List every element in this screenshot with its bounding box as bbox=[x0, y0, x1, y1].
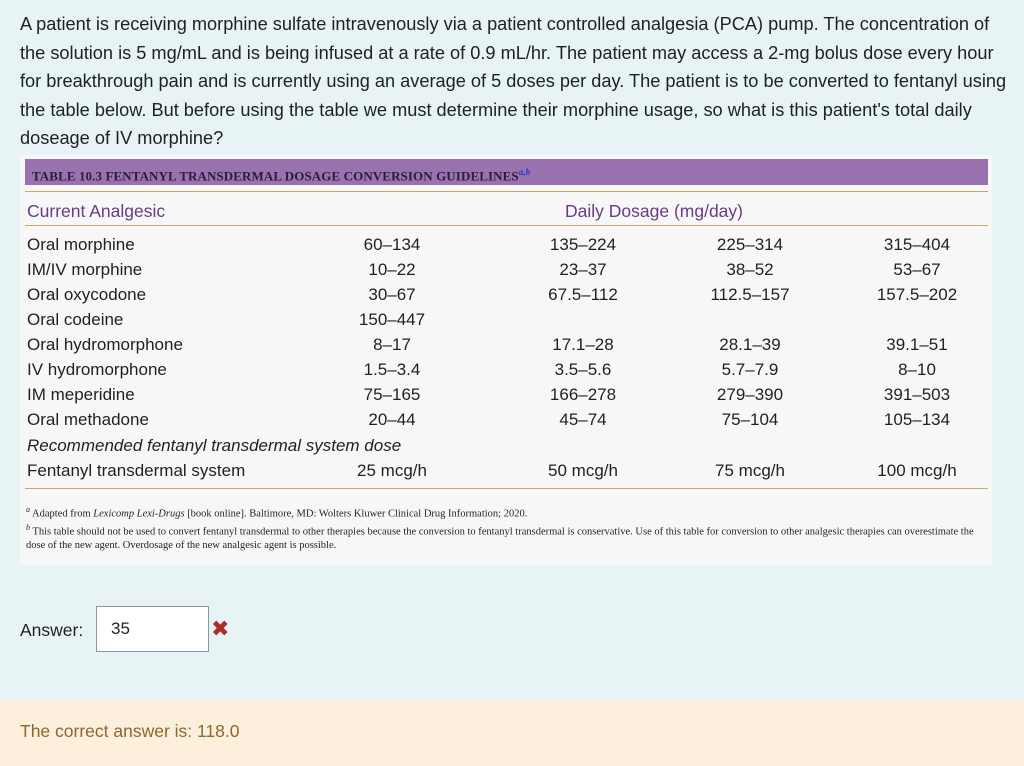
fentanyl-row-name: Fentanyl transdermal system bbox=[27, 461, 246, 480]
footnote-b-text: This table should not be used to convert fentanyl transdermal to other therapies because the conversion to fentanyl transdermal is conservative. Use of this table for conversion to other analgesic therapies can overestimate the dose of the new agent. Overdosage of the new analgesic agent is possible. bbox=[26, 526, 974, 551]
footnote-a-title: Lexicomp Lexi-Drugs bbox=[93, 508, 185, 520]
footnote-a-post: [book online]. Baltimore, MD: Wolters Kluwer Clinical Drug Information; 2020. bbox=[184, 508, 528, 520]
conversion-table-image bbox=[20, 155, 992, 565]
table-cell: 45–74 bbox=[559, 410, 607, 429]
fentanyl-cell-3: 75 mcg/h bbox=[715, 461, 785, 480]
feedback-panel bbox=[0, 700, 1024, 766]
table-cell: 8–10 bbox=[898, 360, 936, 379]
table-cell: 112.5–157 bbox=[710, 285, 790, 304]
header-current-analgesic: Current Analgesic bbox=[27, 201, 166, 221]
footnote-a bbox=[26, 503, 991, 521]
cross-icon: ✖ bbox=[211, 616, 230, 641]
table-cell: 135–224 bbox=[549, 235, 617, 254]
footnote-a-sup: a bbox=[26, 505, 30, 514]
table-cell: 105–134 bbox=[883, 410, 951, 429]
table-cell: 315–404 bbox=[883, 235, 951, 254]
table-rule-header bbox=[25, 225, 988, 226]
table-row-name: IM meperidine bbox=[27, 385, 135, 404]
table-cell: 391–503 bbox=[883, 385, 951, 404]
table-cell: 279–390 bbox=[716, 385, 784, 404]
table-cell: 38–52 bbox=[726, 260, 774, 279]
table-row-name: IV hydromorphone bbox=[27, 360, 167, 379]
table-row-name: Oral codeine bbox=[27, 310, 124, 329]
table-rule-top bbox=[25, 191, 988, 192]
table-cell: 28.1–39 bbox=[719, 335, 781, 354]
correct-answer-text: The correct answer is: 118.0 bbox=[20, 721, 240, 741]
table-cell: 150–447 bbox=[358, 310, 426, 329]
table-caption-sup: a,b bbox=[518, 167, 531, 177]
table-row-name: IM/IV morphine bbox=[27, 260, 143, 279]
table-cell: 30–67 bbox=[368, 285, 416, 304]
question-text: A patient is receiving morphine sulfate intravenously via a patient controlled analgesia (PCA) pump. The concentration of the solution is 5 mg/mL and is being infused at a rate of 0.9 mL/hr. The patient may access a 2-mg bolus dose every hour for breakthrough pain and is currently using an average of 5 doses per day. The patient is to be converted to fentanyl using the table below. But before using the table we must determine their morphine usage, so what is this patient's total daily doseage of IV morphine? bbox=[20, 14, 1007, 149]
table-row-name: Oral hydromorphone bbox=[27, 335, 183, 354]
table-caption-text: TABLE 10.3 FENTANYL TRANSDERMAL DOSAGE CONVERSION GUIDELINES bbox=[32, 168, 519, 184]
table-cell: 10–22 bbox=[368, 260, 416, 279]
fentanyl-cell-4: 100 mcg/h bbox=[877, 461, 957, 480]
table-cell: 17.1–28 bbox=[552, 335, 614, 354]
table-caption bbox=[25, 159, 988, 185]
table-cell: 1.5–3.4 bbox=[363, 360, 421, 379]
footnote-b-sup: b bbox=[26, 523, 30, 532]
table-cell: 8–17 bbox=[373, 335, 411, 354]
table-cell: 75–165 bbox=[363, 385, 421, 404]
table-rule-bottom bbox=[25, 488, 988, 489]
table-row-name: Oral morphine bbox=[27, 235, 135, 254]
answer-label: Answer: bbox=[20, 620, 84, 640]
table-cell: 75–104 bbox=[721, 410, 779, 429]
table-row-name: Oral oxycodone bbox=[27, 285, 147, 304]
table-cell: 23–37 bbox=[559, 260, 607, 279]
table-cell: 225–314 bbox=[716, 235, 784, 254]
table-cell: 60–134 bbox=[363, 235, 421, 254]
table-cell: 53–67 bbox=[893, 260, 941, 279]
answer-input[interactable] bbox=[96, 606, 209, 652]
table-row-name: Oral methadone bbox=[27, 410, 149, 429]
table-cell: 39.1–51 bbox=[886, 335, 948, 354]
recommended-label: Recommended fentanyl transdermal system dose bbox=[27, 436, 402, 455]
table-cell: 166–278 bbox=[549, 385, 617, 404]
footnote-a-pre: Adapted from bbox=[32, 508, 94, 520]
header-daily-dosage: Daily Dosage (mg/day) bbox=[565, 201, 743, 221]
table-cell: 5.7–7.9 bbox=[721, 360, 779, 379]
table-cell: 20–44 bbox=[368, 410, 416, 429]
table-cell: 67.5–112 bbox=[548, 285, 618, 304]
footnote-b bbox=[26, 521, 991, 552]
fentanyl-cell-1: 25 mcg/h bbox=[357, 461, 427, 480]
table-cell: 3.5–5.6 bbox=[554, 360, 612, 379]
fentanyl-cell-2: 50 mcg/h bbox=[548, 461, 618, 480]
table-cell: 157.5–202 bbox=[876, 285, 958, 304]
